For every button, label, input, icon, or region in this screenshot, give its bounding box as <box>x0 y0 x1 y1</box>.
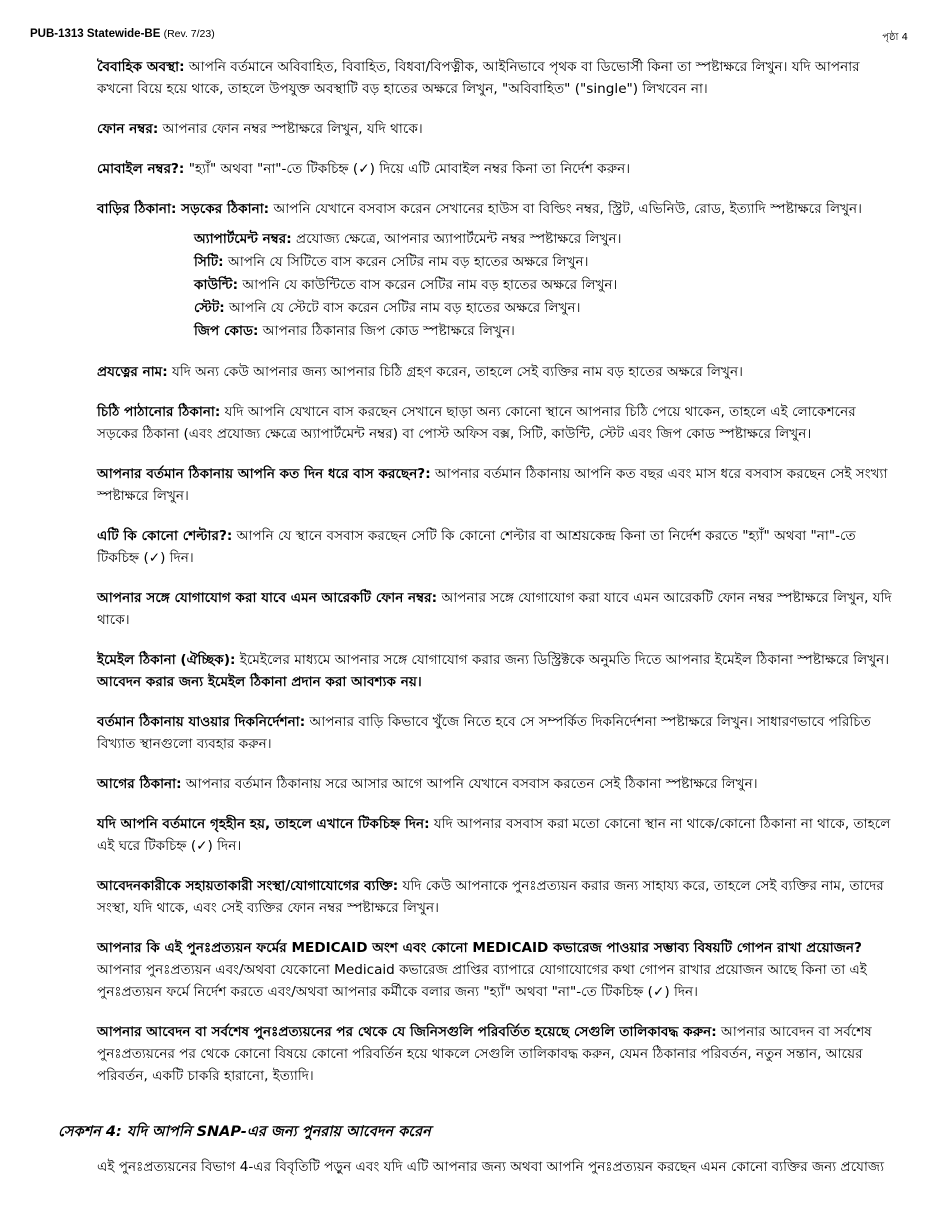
entry-assisting-agency <box>97 875 897 919</box>
entry-emphasis: আবেদন করার জন্য ইমেইল ঠিকানা প্রদান করা আবশ্যক নয়। <box>97 674 422 690</box>
entry-body: "হ্যাঁ" অথবা "না"-তে টিকচিহ্ন (✓) দিয়ে এটি মোবাইল নম্বর কিনা তা নির্দেশ করুন। <box>188 161 631 177</box>
sub-entry-title: স্টেট: <box>194 300 225 316</box>
entry-previous-address <box>97 773 897 795</box>
entry-body: আপনার ফোন নম্বর স্পষ্টাক্ষরে লিখুন, যদি থাকে। <box>162 121 423 137</box>
entry-body: যদি কেউ আপনাকে পুনঃপ্রত্যয়ন করার জন্য সাহায্য করে, তাহলে সেই ব্যক্তির নাম, তাদের সংস্থা, যদি থাকে, এবং সেই ব্যক্তির ফোন নম্বর স্পষ্টাক্ষরে লিখুন। <box>97 878 884 916</box>
entry-marital-status <box>97 56 897 100</box>
entry-phone-number <box>97 118 897 140</box>
entry-title: মোবাইল নম্বর?: <box>97 161 185 177</box>
sub-entry-title: জিপ কোড: <box>194 323 259 339</box>
entry-body: আপনি বর্তমানে অবিবাহিত, বিবাহিত, বিধবা/বিপত্নীক, আইনিভাবে পৃথক বা ডিভোর্সী কিনা তা স্পষ্টাক্ষরে লিখুন। যদি আপনার কখনো বিয়ে হয়ে থাকে, তাহলে উপযুক্ত অবস্থাটি বড় হাতের অক্ষরে লিখুন, "অবিবাহিত" ("single") লিখবেন না। <box>97 59 860 97</box>
entry-title: প্রযত্নের নাম: <box>97 364 168 380</box>
entry-title: আপনার কি এই পুনঃপ্রত্যয়ন ফর্মের MEDICAID অংশ এবং কোনো MEDICAID কভারেজ পাওয়ার সম্ভাব্য বিষয়টি গোপন রাখা প্রয়োজন? <box>97 940 862 956</box>
entry-title: যদি আপনি বর্তমানে গৃহহীন হয়, তাহলে এখানে টিকচিহ্ন দিন: <box>97 816 430 832</box>
entry-body: আপনার সঙ্গে যোগাযোগ করা যাবে এমন আরেকটি ফোন নম্বর স্পষ্টাক্ষরে লিখুন, যদি থাকে। <box>97 590 892 628</box>
entry-title: ফোন নম্বর: <box>97 121 159 137</box>
entry-homeless <box>97 813 897 857</box>
entry-body: আপনার আবেদন বা সর্বশেষ পুনঃপ্রত্যয়নের পর থেকে কোনো বিষয়ে কোনো পরিবর্তিন হয়ে থাকলে সেগুলি তালিকাবদ্ধ করুন, যেমন ঠিকানার পরিবর্তন, নতুন সন্তান, আয়ের পরিবর্তন, একটি চাকরি হারানো, ইত্যাদি। <box>97 1024 872 1084</box>
entry-title: বর্তমান ঠিকানায় যাওয়ার দিকনির্দেশনা: <box>97 714 306 730</box>
sub-entry-zip <box>194 320 897 343</box>
entry-body: আপনি যেখানে বসবাস করেন সেখানের হাউস বা বিল্ডিং নম্বর, স্ট্রিট, এভিনিউ, রোড, ইত্যাদি স্পষ্টাক্ষরে লিখুন। <box>273 201 862 217</box>
entry-title: আপনার বর্তমান ঠিকানায় আপনি কত দিন ধরে বাস করছেন?: <box>97 466 431 482</box>
entry-medicaid-confidential <box>97 937 897 1003</box>
entry-body: আপনার বর্তমান ঠিকানায় সরে আসার আগে আপনি যেখানে বসবাস করতেন সেই ঠিকানা স্পষ্টাক্ষরে লিখুন। <box>185 776 758 792</box>
form-revision: (Rev. 7/23) <box>163 28 215 40</box>
entry-email-address <box>97 649 897 693</box>
entry-body: আপনার বাড়ি কিভাবে খুঁজে নিতে হবে সে সম্পর্কিত দিকনির্দেশনা স্পষ্টাক্ষরে লিখুন। সাধারণভাবে পরিচিত বিখ্যাত স্থানগুলো ব্যবহার করুন। <box>97 714 871 752</box>
sub-entry-title: সিটি: <box>194 254 224 270</box>
form-code: PUB-1313 Statewide-BE <box>30 28 161 40</box>
entry-title: বাড়ির ঠিকানা: সড়কের ঠিকানা: <box>97 201 270 217</box>
entry-length-at-address <box>97 463 897 507</box>
entry-body: আপনি যে স্থানে বসবাস করছেন সেটি কি কোনো শেল্টার বা আশ্রয়কেন্দ্র কিনা তা নির্দেশ করতে "হ্যাঁ" অথবা "না"-তে টিকচিহ্ন (✓) দিন। <box>97 528 856 566</box>
entry-home-address <box>97 198 897 220</box>
entry-title: বৈবাহিক অবস্থা: <box>97 59 185 75</box>
entry-title: আগের ঠিকানা: <box>97 776 182 792</box>
entry-title: এটি কি কোনো শেল্টার?: <box>97 528 233 544</box>
sub-entry-body: আপনি যে স্টেটে বাস করেন সেটির নাম বড় হাতের অক্ষরে লিখুন। <box>229 300 581 316</box>
sub-entry-state <box>194 297 897 320</box>
sub-entry-body: প্রযোজ্য ক্ষেত্রে, আপনার অ্যাপার্টমেন্ট নম্বর স্পষ্টাক্ষরে লিখুন। <box>296 231 622 247</box>
entry-mobile-number <box>97 158 897 180</box>
entry-directions <box>97 711 897 755</box>
sub-entry-county <box>194 274 897 297</box>
sub-entry-city <box>194 251 897 274</box>
entry-title: আপনার আবেদন বা সর্বশেষ পুনঃপ্রত্যয়নের পর থেকে যে জিনিসগুলি পরিবর্তিত হয়েছে সেগুলি তালিকাবদ্ধ করুন: <box>97 1024 717 1040</box>
entry-title: ইমেইল ঠিকানা (ঐচ্ছিক): <box>97 652 236 668</box>
entry-body: যদি আপনার বসবাস করা মতো কোনো স্থান না থাকে/কোনো ঠিকানা না থাকে, তাহলে এই ঘরে টিকচিহ্ন (✓) দিন। <box>97 816 891 854</box>
entry-changes-list <box>97 1021 897 1087</box>
sub-entry-body: আপনি যে কাউন্টিতে বাস করেন সেটির নাম বড় হাতের অক্ষরে লিখুন। <box>242 277 618 293</box>
address-sub-fields <box>194 228 897 343</box>
page-number: পৃষ্ঠা 4 <box>882 32 908 43</box>
entry-shelter <box>97 525 897 569</box>
entry-care-of-name <box>97 361 897 383</box>
instructions-body <box>97 56 897 1105</box>
entry-body: আপনার বর্তমান ঠিকানায় আপনি কত বছর এবং মাস ধরে বসবাস করছেন সেই সংখ্যা স্পষ্টাক্ষরে লিখুন। <box>97 466 888 504</box>
entry-body: আপনার পুনঃপ্রত্যয়ন এবং/অথবা যেকোনো Medicaid কভারেজ প্রাপ্তির ব্যাপারে যোগাযোগের কথা গোপন রাখার প্রয়োজন আছে কিনা তা এই পুনঃপ্রত্যয়ন ফর্মে নির্দেশ করতে এবং/অথবা আপনার কর্মীকে বলার জন্য "হ্যাঁ" অথবা "না"-তে টিকচিহ্ন (✓) দিন। <box>97 962 867 1000</box>
section-4-heading: সেকশন 4: যদি আপনি SNAP-এর জন্য পুনরায় আবেদন করেন <box>58 1124 431 1140</box>
entry-mailing-address <box>97 401 897 445</box>
entry-title: আপনার সঙ্গে যোগাযোগ করা যাবে এমন আরেকটি ফোন নম্বর: <box>97 590 438 606</box>
entry-alternate-phone <box>97 587 897 631</box>
entry-body: ইমেইলের মাধ্যমে আপনার সঙ্গে যোগাযোগ করার জন্য ডিস্ট্রিক্টকে অনুমতি দিতে আপনার ইমেইল ঠিকানা স্পষ্টাক্ষরে লিখুন। <box>239 652 890 668</box>
entry-body: যদি অন্য কেউ আপনার জন্য আপনার চিঠি গ্রহণ করেন, তাহলে সেই ব্যক্তির নাম বড় হাতের অক্ষরে লিখুন। <box>172 364 743 380</box>
section-4-text: এই পুনঃপ্রত্যয়নের বিভাগ 4-এর বিবৃতিটি পড়ুন এবং যদি এটি আপনার জন্য অথবা আপনি পুনঃপ্রত্যয়ন করছেন এমন কোনো ব্যক্তির জন্য প্রযোজ্য <box>97 1159 885 1175</box>
sub-entry-title: অ্যাপার্টমেন্ট নম্বর: <box>194 231 292 247</box>
sub-entry-apartment <box>194 228 897 251</box>
entry-title: চিঠি পাঠানোর ঠিকানা: <box>97 404 221 420</box>
sub-entry-body: আপনি যে সিটিতে বাস করেন সেটির নাম বড় হাতের অক্ষরে লিখুন। <box>227 254 589 270</box>
sub-entry-body: আপনার ঠিকানার জিপ কোড স্পষ্টাক্ষরে লিখুন। <box>262 323 515 339</box>
sub-entry-title: কাউন্টি: <box>194 277 239 293</box>
entry-title: আবেদনকারীকে সহায়তাকারী সংস্থা/যোগাযোগের ব্যক্তি: <box>97 878 399 894</box>
form-code-header <box>30 28 215 40</box>
entry-body: যদি আপনি যেখানে বাস করছেন সেখানে ছাড়া অন্য কোনো স্থানে আপনার চিঠি পেয়ে থাকেন, তাহলে এই লোকেশনের সড়কের ঠিকানা (এবং প্রযোজ্য ক্ষেত্রে অ্যাপার্টমেন্ট নম্বর) বা পোস্ট অফিস বক্স, সিটি, কাউন্টি, স্টেট এবং জিপ কোড স্পষ্টাক্ষরে লিখুন। <box>97 404 856 442</box>
